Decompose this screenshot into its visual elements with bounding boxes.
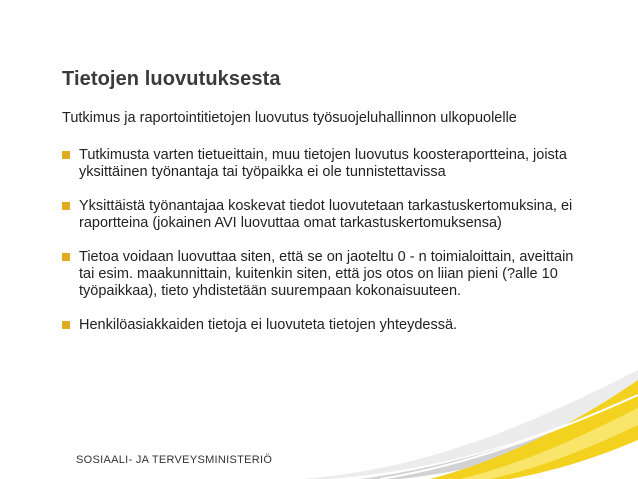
- bullet-item: Tietoa voidaan luovuttaa siten, että se on jaoteltu 0 - n toimialoittain, aveittain tai esim. maakunnittain, kuitenkin siten, että jos otos on liian pieni (?alle 10 työpaikkaa), tieto yhdistetään suurempaan kokonaisuuteen.: [62, 249, 582, 300]
- ministry-logo-text: SOSIAALI- JA TERVEYSMINISTERIÖ: [76, 454, 273, 466]
- swoosh-mid-gray-band: [360, 400, 638, 479]
- bullet-item: Yksittäistä työnantajaa koskevat tiedot luovutetaan tarkastuskertomuksina, ei raportteina (jokainen AVI luovuttaa omat tarkastuskertomuksensa): [62, 198, 582, 232]
- bullet-item: Henkilöasiakkaiden tietoja ei luovuteta tietojen yhteydessä.: [62, 317, 582, 334]
- bullet-list: [62, 147, 582, 351]
- swoosh-white-stroke: [380, 395, 638, 479]
- bullet-item: Tutkimusta varten tietueittain, muu tietojen luovutus koosteraportteina, joista yksittäinen työnantaja tai työpaikka ei ole tunnistettavissa: [62, 147, 582, 181]
- intro-text: Tutkimus ja raportointitietojen luovutus työsuojeluhallinnon ulkopuolelle: [62, 110, 517, 126]
- swoosh-yellow-band: [430, 380, 638, 479]
- swoosh-light-gray-band: [300, 370, 638, 479]
- slide-title: Tietojen luovutuksesta: [62, 68, 281, 90]
- swoosh-yellow-light-band: [460, 408, 638, 479]
